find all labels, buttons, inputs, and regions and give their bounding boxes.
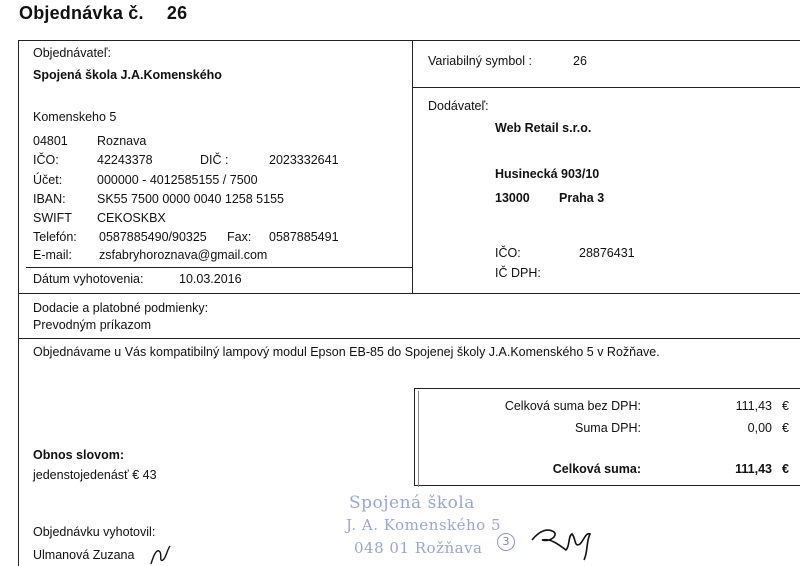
- signature: [528, 516, 608, 564]
- buyer-zip: 04801: [33, 134, 68, 148]
- supplier-city: Praha 3: [559, 191, 605, 205]
- grand-total-currency: €: [782, 462, 789, 476]
- buyer-fax: 0587885491: [269, 230, 339, 244]
- in-words-value: jedenstojedenásť € 43: [33, 468, 157, 482]
- vat-value: 0,00: [747, 421, 772, 435]
- buyer-email: zsfabryhoroznava@gmail.com: [99, 248, 268, 262]
- buyer-account: 000000 - 4012585155 / 7500: [97, 173, 258, 187]
- grand-total-label: Celková suma:: [552, 462, 641, 476]
- frame-left: [18, 40, 19, 566]
- buyer-fax-label: Fax:: [227, 230, 252, 244]
- buyer-phone-label: Telefón:: [33, 230, 77, 244]
- in-words-label: Obnos slovom:: [33, 448, 124, 462]
- totals-box-shadow-left: [418, 391, 419, 487]
- buyer-city: Roznava: [97, 134, 147, 148]
- order-text: Objednávame u Vás kompatibilný lampový modul Epson EB-85 do Spojenej školy J.A.Komenského 5 v Rožňave.: [33, 345, 660, 359]
- buyer-street: Komenskeho 5: [33, 110, 117, 124]
- stamp-line-1: Spojená škola: [349, 493, 475, 513]
- buyer-swift-label: SWIFT: [33, 211, 72, 225]
- terms-value: Prevodným príkazom: [33, 318, 152, 332]
- issue-date-label: Dátum vyhotovenia:: [33, 272, 144, 286]
- stamp-line-2: J. A. Komenského 5: [346, 516, 502, 534]
- supplier-heading: Dodávateľ:: [428, 99, 489, 113]
- supplier-street: Husinecká 903/10: [495, 167, 600, 181]
- supplier-ico-label: IČO:: [495, 246, 521, 260]
- terms-heading: Dodacie a platobné podmienky:: [33, 301, 209, 315]
- stamp-number: 3: [502, 535, 510, 548]
- net-total-value: 111,43: [735, 399, 772, 413]
- supplier-ico: 28876431: [579, 246, 635, 260]
- date-underline: [26, 267, 412, 268]
- frame-divider-upper: [412, 40, 413, 293]
- initials-signature: [148, 542, 176, 566]
- document-title-label: Objednávka č.: [19, 3, 144, 23]
- buyer-dic: 2023332641: [269, 153, 339, 167]
- buyer-heading: Objednávateľ:: [33, 46, 112, 60]
- vat-label: Suma DPH:: [575, 421, 641, 435]
- variable-symbol-label: Variabilný symbol :: [428, 54, 532, 68]
- prepared-by-label: Objednávku vyhotovil:: [33, 525, 156, 539]
- document-title: [19, 3, 187, 24]
- prepared-by-name: Ulmanová Zuzana: [33, 548, 135, 562]
- vat-currency: €: [782, 421, 789, 435]
- supplier-icdph-label: IČ DPH:: [495, 266, 541, 280]
- supplier-zip: 13000: [495, 191, 530, 205]
- buyer-ico-label: IČO:: [33, 153, 59, 167]
- frame-upper-bottom: [18, 293, 800, 294]
- buyer-email-label: E-mail:: [33, 248, 72, 262]
- buyer-name: Spojená škola J.A.Komenského: [33, 68, 222, 82]
- buyer-account-label: Účet:: [33, 173, 63, 187]
- buyer-iban: SK55 7500 0000 0040 1258 5155: [97, 192, 284, 206]
- frame-right-separator: [412, 87, 800, 88]
- buyer-dic-label: DIČ :: [200, 153, 229, 167]
- buyer-ico: 42243378: [97, 153, 153, 167]
- grand-total-value: 111,43: [735, 462, 772, 476]
- frame-terms-bottom: [18, 338, 800, 339]
- variable-symbol-value: 26: [573, 54, 587, 68]
- buyer-swift: CEKOSKBX: [97, 211, 166, 225]
- buyer-iban-label: IBAN:: [33, 192, 66, 206]
- stamp-line-3: 048 01 Rožňava: [354, 539, 483, 557]
- net-total-currency: €: [782, 399, 789, 413]
- issue-date-value: 10.03.2016: [179, 272, 242, 286]
- frame-top: [18, 40, 800, 41]
- supplier-name: Web Retail s.r.o.: [495, 121, 592, 135]
- document-number: 26: [166, 3, 188, 23]
- stamp-number-badge: [497, 533, 515, 551]
- buyer-phone: 0587885490/90325: [99, 230, 207, 244]
- net-total-label: Celková suma bez DPH:: [504, 399, 641, 413]
